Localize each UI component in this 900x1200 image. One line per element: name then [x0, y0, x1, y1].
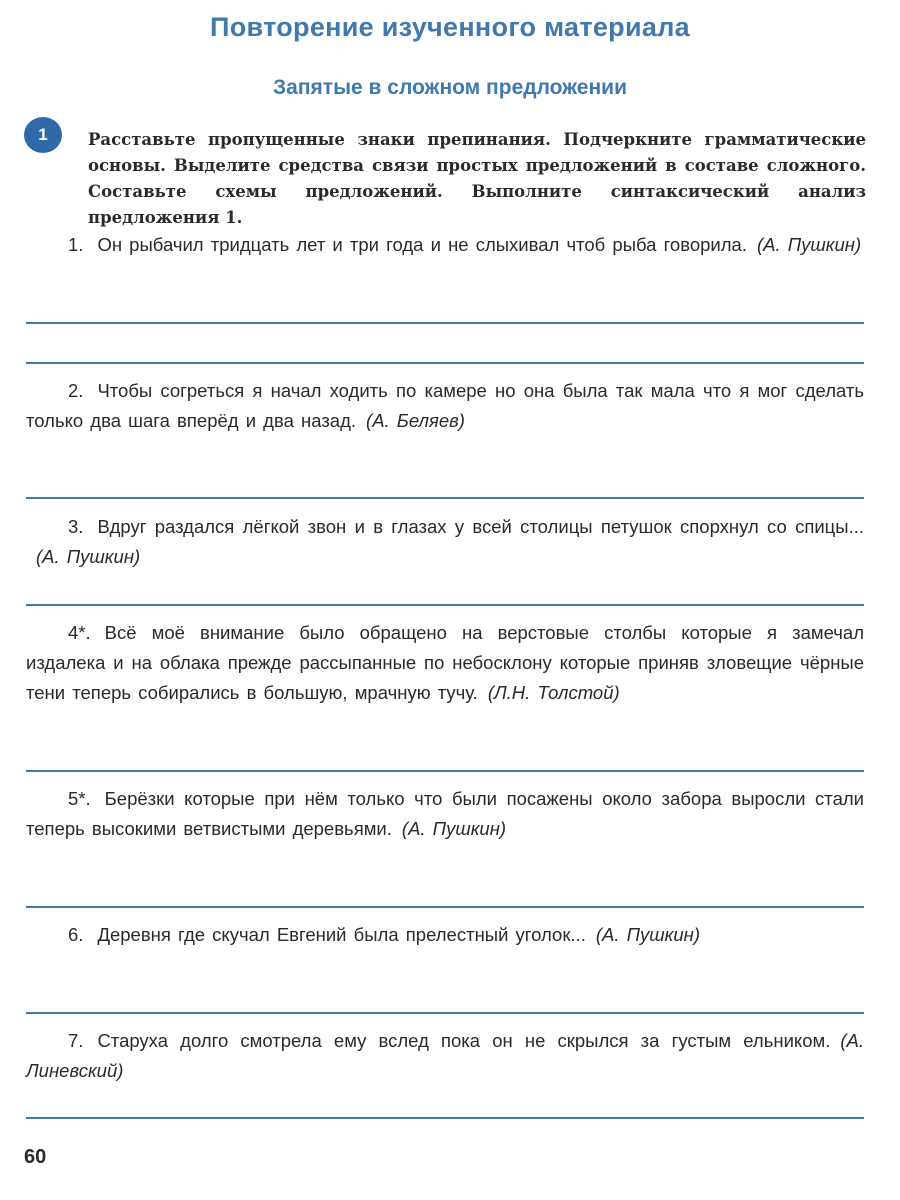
answer-line[interactable]	[26, 497, 864, 499]
exercise-number: 3.	[68, 516, 84, 537]
page-number: 60	[24, 1146, 47, 1168]
answer-line[interactable]	[26, 1117, 864, 1119]
exercise-5	[26, 784, 864, 844]
answer-line[interactable]	[26, 322, 864, 324]
task-number-badge: 1	[24, 117, 62, 153]
exercise-author: (Л.Н. Толстой)	[487, 682, 620, 703]
exercise-author: (А. Линевский)	[26, 1030, 864, 1081]
exercise-2	[26, 376, 864, 436]
exercise-text: Старуха долго смотрела ему вслед пока он не скрылся за густым ельником.	[97, 1030, 831, 1051]
exercise-7	[26, 1026, 864, 1086]
section-title: Запятые в сложном предложении	[273, 76, 627, 99]
exercise-1	[26, 230, 864, 260]
exercise-text: Берёзки которые при нём только что были посажены около забора выросли стали теперь высокими ветвистыми деревьями.	[26, 788, 864, 839]
answer-line[interactable]	[26, 770, 864, 772]
exercise-number: 6.	[68, 924, 84, 945]
task-instruction: Расставьте пропущенные знаки препинания. Подчеркните грамматические основы. Выделите средства связи простых предложений в составе сложного. Составьте схемы предложений. Выполните синтаксический анализ предложения 1.	[88, 130, 866, 227]
exercise-text: Деревня где скучал Евгений была прелестный уголок...	[97, 924, 586, 945]
exercise-author: (А. Пушкин)	[595, 924, 701, 945]
exercise-author: (А. Беляев)	[366, 410, 465, 431]
exercise-number: 7.	[68, 1030, 84, 1051]
answer-line[interactable]	[26, 906, 864, 908]
exercise-number: 4*.	[68, 622, 91, 643]
exercise-text: Он рыбачил тридцать лет и три года и не слыхивал чтоб рыба говорила.	[97, 234, 747, 255]
page-title: Повторение изученного материала	[210, 12, 690, 42]
exercise-number: 1.	[68, 234, 84, 255]
answer-line[interactable]	[26, 362, 864, 364]
answer-line[interactable]	[26, 604, 864, 606]
exercise-text: Всё моё внимание было обращено на верстовые столбы которые я замечал издалека и на облака прежде рассыпанные по небосклону которые приняв зловещие чёрные тени теперь собирались в большую, мрачную тучу.	[26, 622, 864, 703]
exercise-text: Вдруг раздался лёгкой звон и в глазах у всей столицы петушок спорхнул со спицы...	[97, 516, 864, 537]
exercise-number: 5*.	[68, 788, 91, 809]
exercise-author: (А. Пушкин)	[401, 818, 507, 839]
exercise-3	[26, 512, 864, 572]
exercise-author: (А. Пушкин)	[36, 546, 141, 567]
exercise-text: Чтобы согреться я начал ходить по камере но она была так мала что я мог сделать только два шага вперёд и два назад.	[26, 380, 864, 431]
exercise-4	[26, 618, 864, 708]
exercise-6	[26, 920, 864, 950]
exercise-number: 2.	[68, 380, 84, 401]
exercise-author: (А. Пушкин)	[756, 234, 862, 255]
answer-line[interactable]	[26, 1012, 864, 1014]
